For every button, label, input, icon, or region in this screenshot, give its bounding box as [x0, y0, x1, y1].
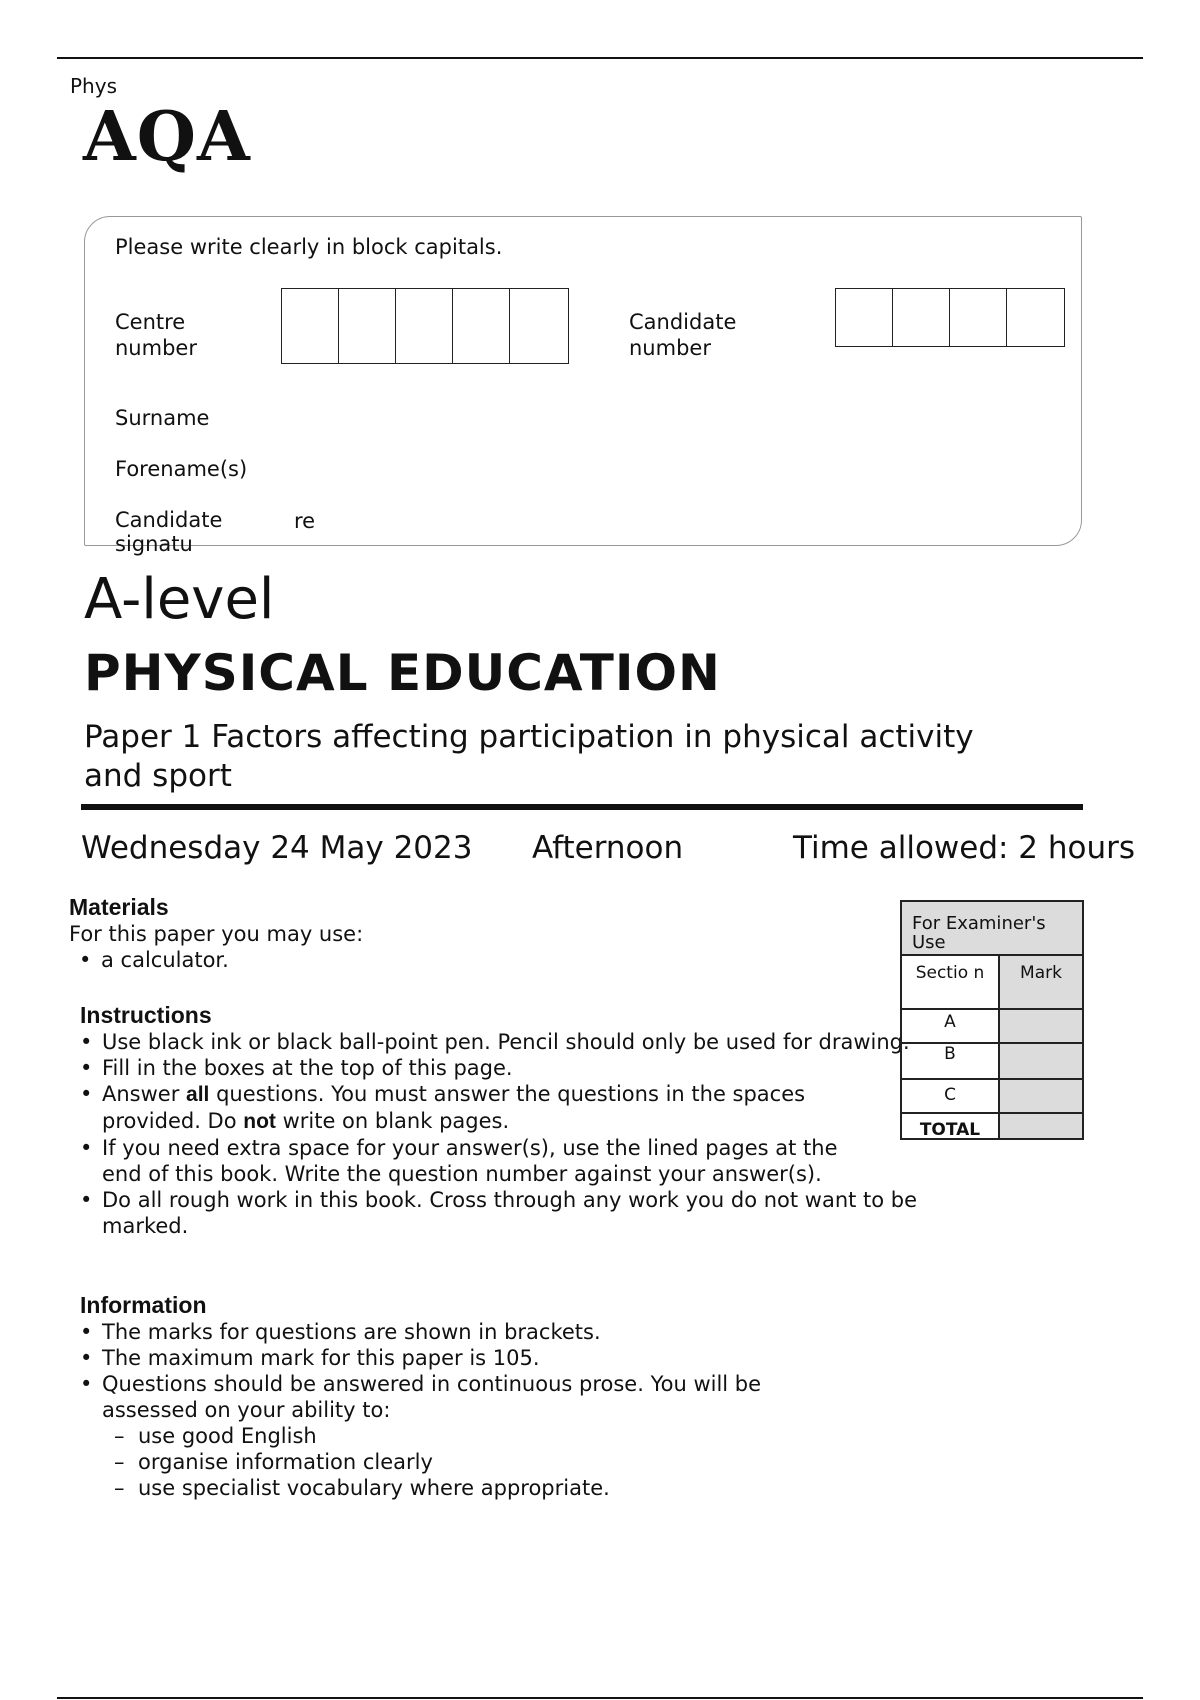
header-tag: Phys: [70, 74, 117, 98]
centre-number-field[interactable]: [281, 288, 569, 364]
mark-cell[interactable]: [1000, 1080, 1082, 1112]
information-section: [80, 1292, 880, 1501]
mark-cell[interactable]: [1000, 1044, 1082, 1078]
section-column-header: Sectio n: [902, 956, 1000, 1008]
section-cell: A: [902, 1010, 1000, 1042]
instructions-section: [80, 1002, 980, 1239]
candidate-number-field[interactable]: [835, 288, 1065, 347]
instruction-item: • Answer all questions. You must answer the questions in the spaces provided. Do not write on blank pages.: [80, 1081, 902, 1135]
centre-digit-box[interactable]: [396, 289, 453, 363]
examiner-use-table: [900, 900, 1084, 1140]
information-item: • The maximum mark for this paper is 105.: [80, 1345, 880, 1371]
instruction-item: • Do all rough work in this book. Cross through any work you do not want to be marked.: [80, 1187, 982, 1239]
candidate-digit-box[interactable]: [1007, 289, 1064, 346]
section-cell: C: [902, 1080, 1000, 1112]
signature-label-fragment: re: [294, 509, 316, 533]
materials-intro: For this paper you may use:: [69, 922, 364, 946]
signature-label: Candidate signatu: [115, 508, 223, 556]
examiner-table-title: For Examiner's Use: [902, 902, 1082, 956]
materials-section: [69, 894, 869, 973]
candidate-number-label: Candidate number: [629, 310, 737, 360]
paper-title: Paper 1 Factors affecting participation in physical activity and sport: [84, 719, 974, 794]
candidate-details-box: [84, 216, 1082, 556]
materials-item: • a calculator.: [79, 947, 869, 973]
qualification-level: A-level: [84, 567, 275, 632]
candidate-digit-box[interactable]: [950, 289, 1007, 346]
section-cell: B: [902, 1044, 1000, 1078]
information-item: • The marks for questions are shown in brackets.: [80, 1319, 880, 1345]
centre-digit-box[interactable]: [339, 289, 396, 363]
information-subitem: – use good English: [102, 1423, 880, 1449]
candidate-digit-box[interactable]: [893, 289, 950, 346]
title-rule: [81, 804, 1083, 810]
centre-digit-box[interactable]: [510, 289, 568, 363]
subject-title: PHYSICAL EDUCATION: [84, 644, 721, 702]
bottom-rule: [57, 1697, 1143, 1699]
total-mark-cell[interactable]: [1000, 1114, 1082, 1138]
centre-digit-box[interactable]: [453, 289, 510, 363]
information-heading: Information: [80, 1292, 207, 1318]
instruction-item: • Fill in the boxes at the top of this page.: [80, 1055, 980, 1081]
centre-number-label: Centre number: [115, 310, 197, 360]
mark-cell[interactable]: [1000, 1010, 1082, 1042]
exam-date: Wednesday 24 May 2023: [81, 830, 473, 866]
information-subitem: – organise information clearly: [102, 1449, 880, 1475]
exam-session: Afternoon: [532, 830, 684, 866]
instruction-item: • Use black ink or black ball-point pen. Pencil should only be used for drawing.: [80, 1029, 980, 1055]
instruction-item: • If you need extra space for your answer(s), use the lined pages at the end of this book. Write the question number against your answer(s).: [80, 1135, 862, 1187]
mark-column-header: Mark: [1000, 956, 1082, 1008]
instructions-heading: Instructions: [80, 1002, 212, 1028]
information-subitem: – use specialist vocabulary where appropriate.: [102, 1475, 880, 1501]
information-item: • Questions should be answered in continuous prose. You will be assessed on your ability to:: [80, 1371, 842, 1423]
forenames-label: Forename(s): [115, 457, 248, 481]
candidate-digit-box[interactable]: [836, 289, 893, 346]
time-allowed: Time allowed: 2 hours: [793, 830, 1136, 866]
surname-label: Surname: [115, 406, 210, 430]
block-capitals-instruction: Please write clearly in block capitals.: [115, 235, 503, 259]
aqa-logo: AQA: [83, 97, 251, 177]
total-label: TOTAL: [902, 1114, 1000, 1138]
materials-heading: Materials: [69, 894, 169, 920]
centre-digit-box[interactable]: [282, 289, 339, 363]
top-rule: [57, 57, 1143, 59]
